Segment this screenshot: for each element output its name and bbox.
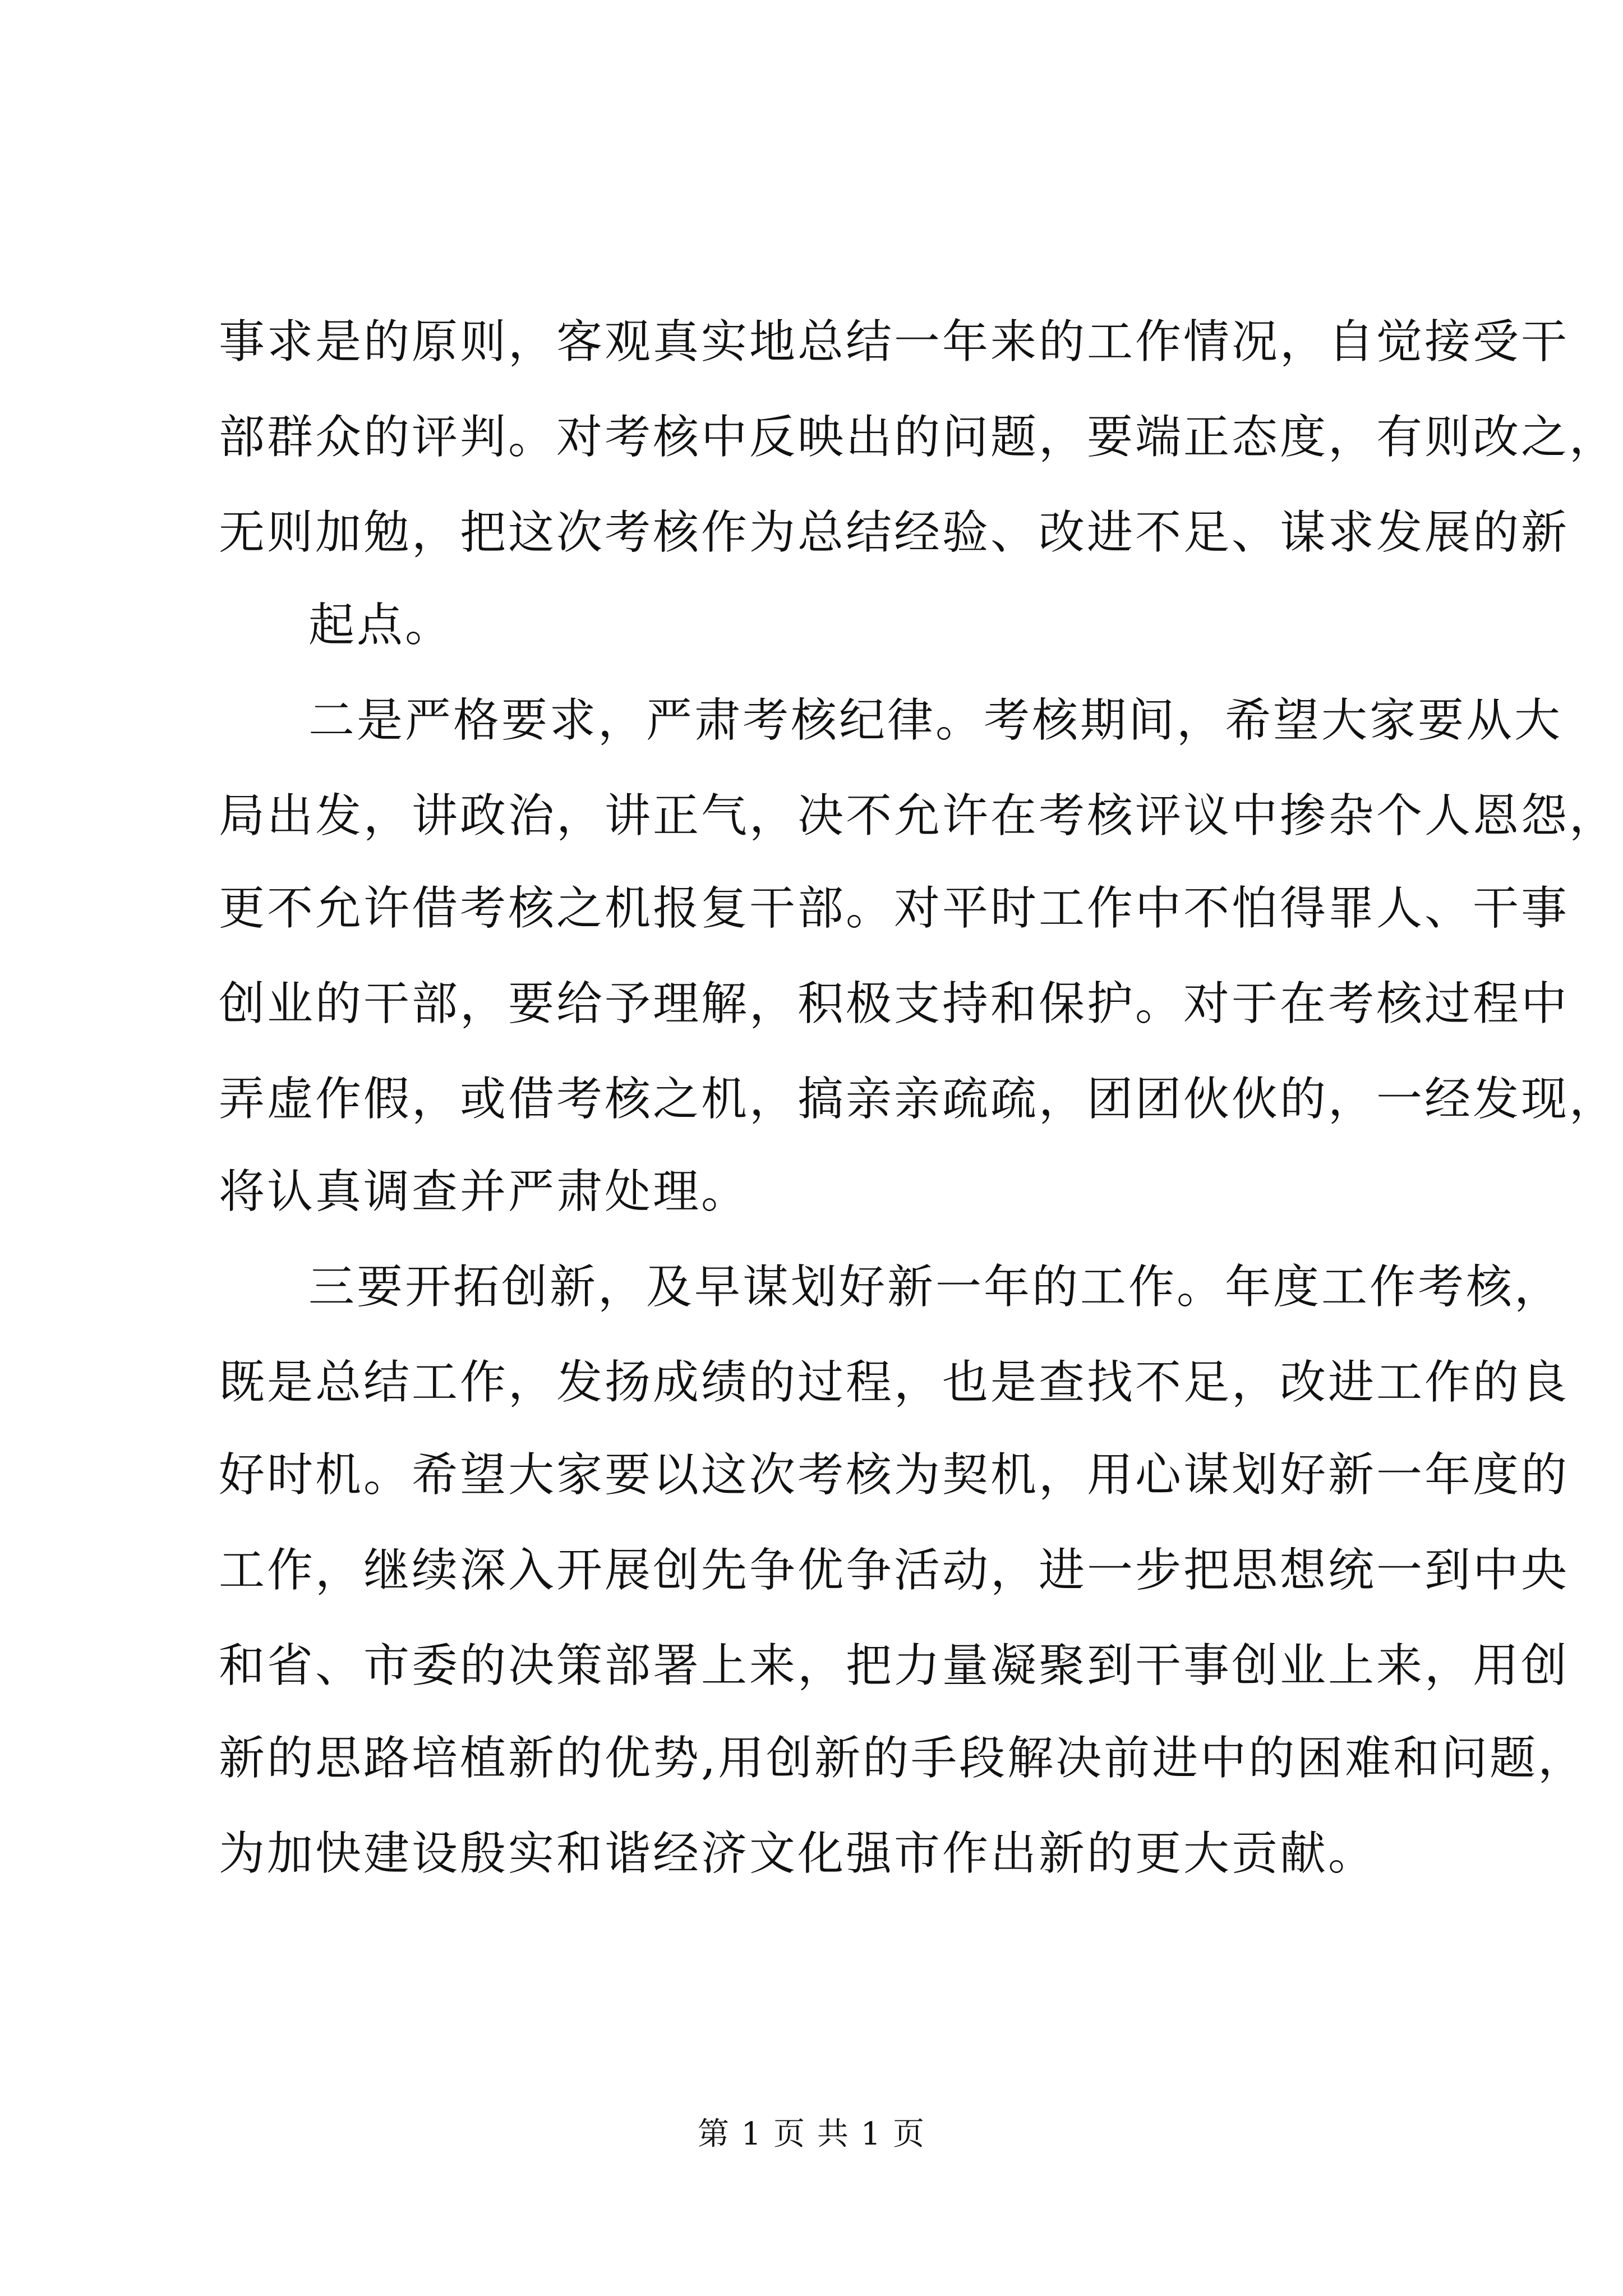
paragraph-line: 工作，继续深入开展创先争优争活动，进一步把思想统一到中央 xyxy=(219,1544,1570,1597)
paragraph-line: 事求是的原则，客观真实地总结一年来的工作情况，自觉接受干 xyxy=(219,315,1570,369)
paragraph-line: 创业的干部，要给予理解，积极支持和保护。对于在考核过程中 xyxy=(219,977,1570,1030)
paragraph-line: 无则加勉，把这次考核作为总结经验、改进不足、谋求发展的新 xyxy=(219,506,1570,559)
paragraph-line: 更不允许借考核之机报复干部。对平时工作中不怕得罪人、干事 xyxy=(219,882,1570,935)
paragraph-line: 好时机。希望大家要以这次考核为契机，用心谋划好新一年度的 xyxy=(219,1448,1570,1502)
paragraph-line: 起点。 xyxy=(308,599,454,652)
paragraph-line: 为加快建设殷实和谐经济文化强市作出新的更大贡献。 xyxy=(219,1827,1377,1880)
paragraph-line: 二是严格要求，严肃考核纪律。考核期间，希望大家要从大 xyxy=(308,694,1563,747)
paragraph-line: 新的思路培植新的优势,用创新的手段解决前进中的困难和问题， xyxy=(219,1732,1587,1785)
paragraph-line: 部群众的评判。对考核中反映出的问题，要端正态度，有则改之， xyxy=(219,411,1618,464)
paragraph-line: 三要开拓创新，及早谋划好新一年的工作。年度工作考核， xyxy=(308,1260,1563,1314)
paragraph-line: 将认真调查并严肃处理。 xyxy=(219,1165,750,1218)
page-number-footer: 第 1 页 共 1 页 xyxy=(697,2116,926,2152)
paragraph-line: 弄虚作假，或借考核之机，搞亲亲疏疏，团团伙伙的，一经发现， xyxy=(219,1073,1618,1126)
paragraph-line: 和省、市委的决策部署上来，把力量凝聚到干事创业上来，用创 xyxy=(219,1639,1570,1692)
paragraph-line: 既是总结工作，发扬成绩的过程，也是查找不足，改进工作的良 xyxy=(219,1356,1570,1409)
paragraph-line: 局出发，讲政治，讲正气，决不允许在考核评议中掺杂个人恩怨， xyxy=(219,789,1618,843)
